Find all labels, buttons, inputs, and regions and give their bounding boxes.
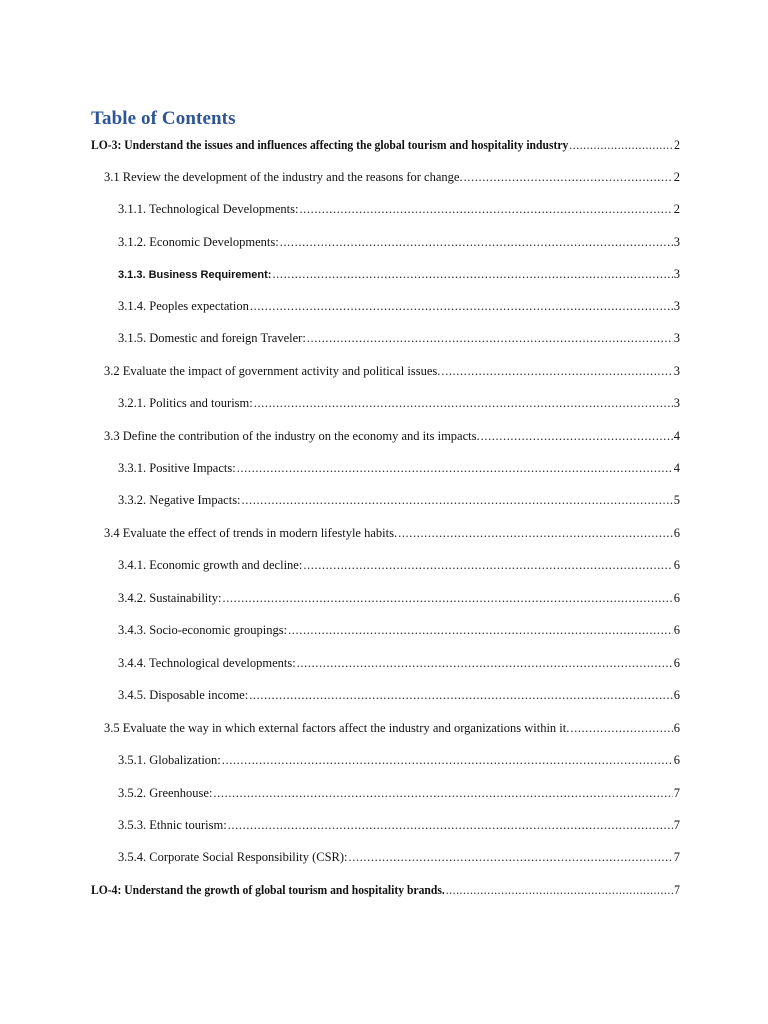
toc-page-number: 3 <box>673 331 680 345</box>
toc-page-number: 6 <box>673 526 680 540</box>
toc-entry-label: 3.5.4. Corporate Social Responsibility (CSR): <box>118 850 348 864</box>
toc-dot-leader <box>250 298 673 314</box>
toc-entry-label: 3.1.1. Technological Developments: <box>118 202 299 216</box>
toc-dot-leader <box>570 720 672 736</box>
toc-entry-label: 3.4.5. Disposable income: <box>118 688 249 702</box>
toc-dot-leader <box>441 363 672 379</box>
toc-entry[interactable] <box>118 557 680 573</box>
toc-dot-leader <box>222 752 673 768</box>
toc-dot-leader <box>249 687 673 703</box>
toc-entry-label: 3.3 Define the contribution of the industry on the economy and its impacts. <box>104 429 480 443</box>
toc-entry-label: 3.4.1. Economic growth and decline: <box>118 558 303 572</box>
toc-dot-leader <box>280 234 673 250</box>
toc-entry[interactable] <box>118 395 680 411</box>
toc-dot-leader <box>272 266 672 282</box>
toc-entry[interactable] <box>118 266 680 283</box>
toc-entry[interactable] <box>118 785 680 801</box>
toc-entry[interactable] <box>118 655 680 671</box>
toc-entry[interactable] <box>118 460 680 476</box>
toc-entry-label: 3.3.2. Negative Impacts: <box>118 493 241 507</box>
toc-dot-leader <box>288 622 673 638</box>
toc-dot-leader <box>398 525 673 541</box>
toc-dot-leader <box>464 169 673 185</box>
toc-dot-leader <box>228 817 673 833</box>
toc-entry-label: 3.5.2. Greenhouse: <box>118 786 213 800</box>
toc-dot-leader <box>213 785 672 801</box>
toc-dot-leader <box>307 330 673 346</box>
toc-entry-label: 3.1.2. Economic Developments: <box>118 235 279 249</box>
toc-entry[interactable] <box>118 492 680 508</box>
toc-dot-leader <box>237 460 673 476</box>
toc-page-number: 3 <box>673 267 680 281</box>
toc-page-number: 2 <box>673 170 680 184</box>
toc-page-number: 6 <box>673 753 680 767</box>
toc-page-number: 7 <box>673 786 680 800</box>
toc-page-number: 7 <box>674 883 680 897</box>
toc-entry[interactable] <box>118 622 680 638</box>
toc-entry[interactable] <box>91 882 680 898</box>
toc-page-number: 3 <box>673 364 680 378</box>
toc-dot-leader <box>303 557 672 573</box>
toc-entry-label: 3.5.1. Globalization: <box>118 753 221 767</box>
toc-entry[interactable] <box>104 720 680 736</box>
toc-entry-label: 3.4 Evaluate the effect of trends in modern lifestyle habits. <box>104 526 398 540</box>
toc-entry[interactable] <box>104 363 680 379</box>
toc-entry-label: 3.4.2. Sustainability: <box>118 591 222 605</box>
toc-entry[interactable] <box>118 590 680 606</box>
toc-entry[interactable] <box>104 169 680 185</box>
toc-entry-label: 3.1.3. Business Requirement: <box>118 269 272 281</box>
toc-dot-leader <box>299 201 672 217</box>
toc-page-number: 6 <box>673 721 680 735</box>
toc-dot-leader <box>569 137 673 153</box>
toc-entry-label: 3.2.1. Politics and tourism: <box>118 396 253 410</box>
toc-entry-label: LO-3: Understand the issues and influences affecting the global tourism and hospitality industry <box>91 138 569 152</box>
toc-entry[interactable] <box>104 428 680 444</box>
toc-dot-leader <box>349 849 673 865</box>
toc-page-number: 4 <box>673 461 680 475</box>
toc-entry[interactable] <box>118 201 680 217</box>
toc-entry-label: 3.4.4. Technological developments: <box>118 656 296 670</box>
toc-entry[interactable] <box>118 234 680 250</box>
toc-page-number: 2 <box>674 138 680 152</box>
toc-page-number: 6 <box>673 656 680 670</box>
toc-entry-label: 3.1.4. Peoples expectation <box>118 299 249 313</box>
toc-page-number: 2 <box>673 202 680 216</box>
toc-page-number: 7 <box>673 850 680 864</box>
toc-page-number: 5 <box>673 493 680 507</box>
toc-page-number: 3 <box>673 299 680 313</box>
toc-entry[interactable] <box>91 137 680 153</box>
toc-page-number: 6 <box>673 558 680 572</box>
toc-entry[interactable] <box>118 752 680 768</box>
toc-page-number: 4 <box>673 429 680 443</box>
toc-page-number: 6 <box>673 688 680 702</box>
toc-entry[interactable] <box>118 687 680 703</box>
toc-page-number: 6 <box>673 591 680 605</box>
toc-entry[interactable] <box>118 330 680 346</box>
toc-page-number: 3 <box>673 235 680 249</box>
toc-title: Table of Contents <box>91 108 236 129</box>
toc-entry[interactable] <box>118 298 680 314</box>
toc-entry-label: 3.3.1. Positive Impacts: <box>118 461 236 475</box>
toc-dot-leader <box>254 395 673 411</box>
toc-dot-leader <box>242 492 673 508</box>
toc-entry-label: LO-4: Understand the growth of global tourism and hospitality brands. <box>91 883 445 897</box>
toc-entry-label: 3.5 Evaluate the way in which external factors affect the industry and organizations within it. <box>104 721 570 735</box>
toc-entry-label: 3.5.3. Ethnic tourism: <box>118 818 227 832</box>
toc-dot-leader <box>481 428 673 444</box>
toc-entry-label: 3.2 Evaluate the impact of government activity and political issues. <box>104 364 441 378</box>
toc-dot-leader <box>446 882 674 898</box>
toc-page-number: 7 <box>673 818 680 832</box>
toc-entry[interactable] <box>104 525 680 541</box>
toc-entry[interactable] <box>118 817 680 833</box>
toc-entry-label: 3.1 Review the development of the industry and the reasons for change. <box>104 170 463 184</box>
toc-page-number: 3 <box>673 396 680 410</box>
toc-entry-label: 3.1.5. Domestic and foreign Traveler: <box>118 331 306 345</box>
toc-page-number: 6 <box>673 623 680 637</box>
toc-entry-label: 3.4.3. Socio-economic groupings: <box>118 623 288 637</box>
toc-dot-leader <box>222 590 672 606</box>
toc-dot-leader <box>297 655 673 671</box>
toc-entry[interactable] <box>118 849 680 865</box>
